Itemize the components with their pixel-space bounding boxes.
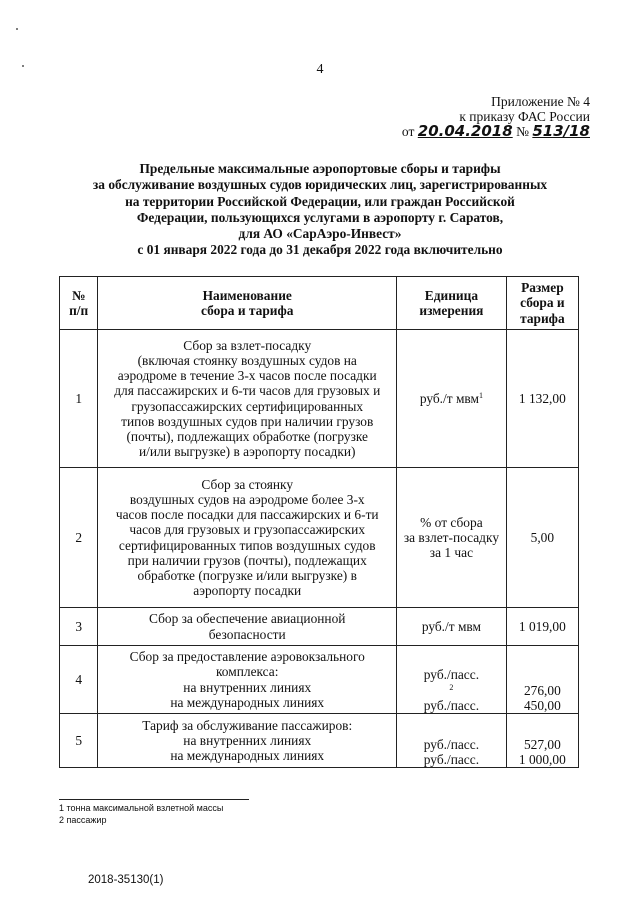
appendix-title: Приложение № 4 — [491, 94, 590, 109]
row-value: 1 019,00 — [506, 608, 578, 646]
header-value: Размер сбора и тарифа — [506, 277, 578, 330]
row-num: 5 — [60, 714, 98, 768]
footnote-1: 1 тонна максимальной взлетной массы — [59, 803, 224, 813]
row-num: 1 — [60, 330, 98, 468]
table-row — [60, 646, 579, 714]
page-number: 4 — [316, 62, 324, 77]
table-row — [60, 608, 579, 646]
row-name: Сбор за обеспечение авиационной безопасности — [98, 608, 397, 646]
footnotes — [59, 803, 223, 826]
handwritten-date: 20.04.2018 — [417, 122, 513, 140]
row-num: 3 — [60, 608, 98, 646]
row-unit: руб./пасс. руб./пасс. — [397, 714, 507, 768]
row-value: 527,00 1 000,00 — [506, 714, 578, 768]
header-num: № п/п — [60, 277, 98, 330]
header-unit: Единица измерения — [397, 277, 507, 330]
table-row — [60, 468, 579, 608]
header-name: Наименование сбора и тарифа — [98, 277, 397, 330]
row-name: Сбор за предоставление аэровокзального комплекса: на внутренних линиях на международных линиях — [98, 646, 397, 714]
row-value: 5,00 — [506, 468, 578, 608]
row-value: 276,00 450,00 — [506, 646, 578, 714]
table-header-row — [60, 277, 579, 330]
appendix-order: к приказу ФАС России — [459, 109, 590, 124]
row-value: 1 132,00 — [506, 330, 578, 468]
row-unit: руб./т мвм — [397, 608, 507, 646]
table-row — [60, 714, 579, 768]
appendix-header — [380, 94, 590, 139]
row-num: 2 — [60, 468, 98, 608]
order-date-number: от 20.04.2018 № 513/18 — [401, 122, 590, 140]
tariff-table — [59, 276, 579, 768]
row-unit: % от сбора за взлет-посадку за 1 час — [397, 468, 507, 608]
document-title: Предельные максимальные аэропортовые сборы и тарифы за обслуживание воздушных судов юридических лиц, зарегистрированных на территории Российской Федерации, или граждан Российской Федерации, пользующихся услугами в аэропорту г. Саратов, для АО «СарАэро-Инвест» с 01 января 2022 года до 31 декабря 2022 года включительно — [92, 161, 548, 258]
row-name: Тариф за обслуживание пассажиров: на внутренних линиях на международных линиях — [98, 714, 397, 768]
scan-speck — [16, 28, 18, 30]
table-row — [60, 330, 579, 468]
row-num: 4 — [60, 646, 98, 714]
handwritten-order-number: 513/18 — [532, 122, 590, 140]
row-name: Сбор за взлет-посадку (включая стоянку воздушных судов на аэродроме в течение 3-х часов после посадки для пассажирских и 6-ти часов для грузовых и грузопассажирских сертифицированных типов воздушных судов при наличии грузов (почты), подлежащих обработке (погрузке и/или выгрузке) в аэропорту посадки) — [98, 330, 397, 468]
footnote-2: 2 пассажир — [59, 814, 107, 825]
footnote-divider — [59, 799, 249, 800]
document-code: 2018-35130(1) — [88, 874, 164, 886]
row-unit: руб./пасс. $^2$ руб./пасс. — [397, 646, 507, 714]
row-unit: руб./т мвм$^1$ — [397, 330, 507, 468]
row-name: Сбор за стоянку воздушных судов на аэродроме более 3-х часов после посадки для пассажирских и 6-ти часов для грузовых и грузопассажирских сертифицированных типов воздушных судов при наличии грузов (почты), подлежащих обработке (погрузке и/или выгрузке) в аэропорту посадки — [98, 468, 397, 608]
